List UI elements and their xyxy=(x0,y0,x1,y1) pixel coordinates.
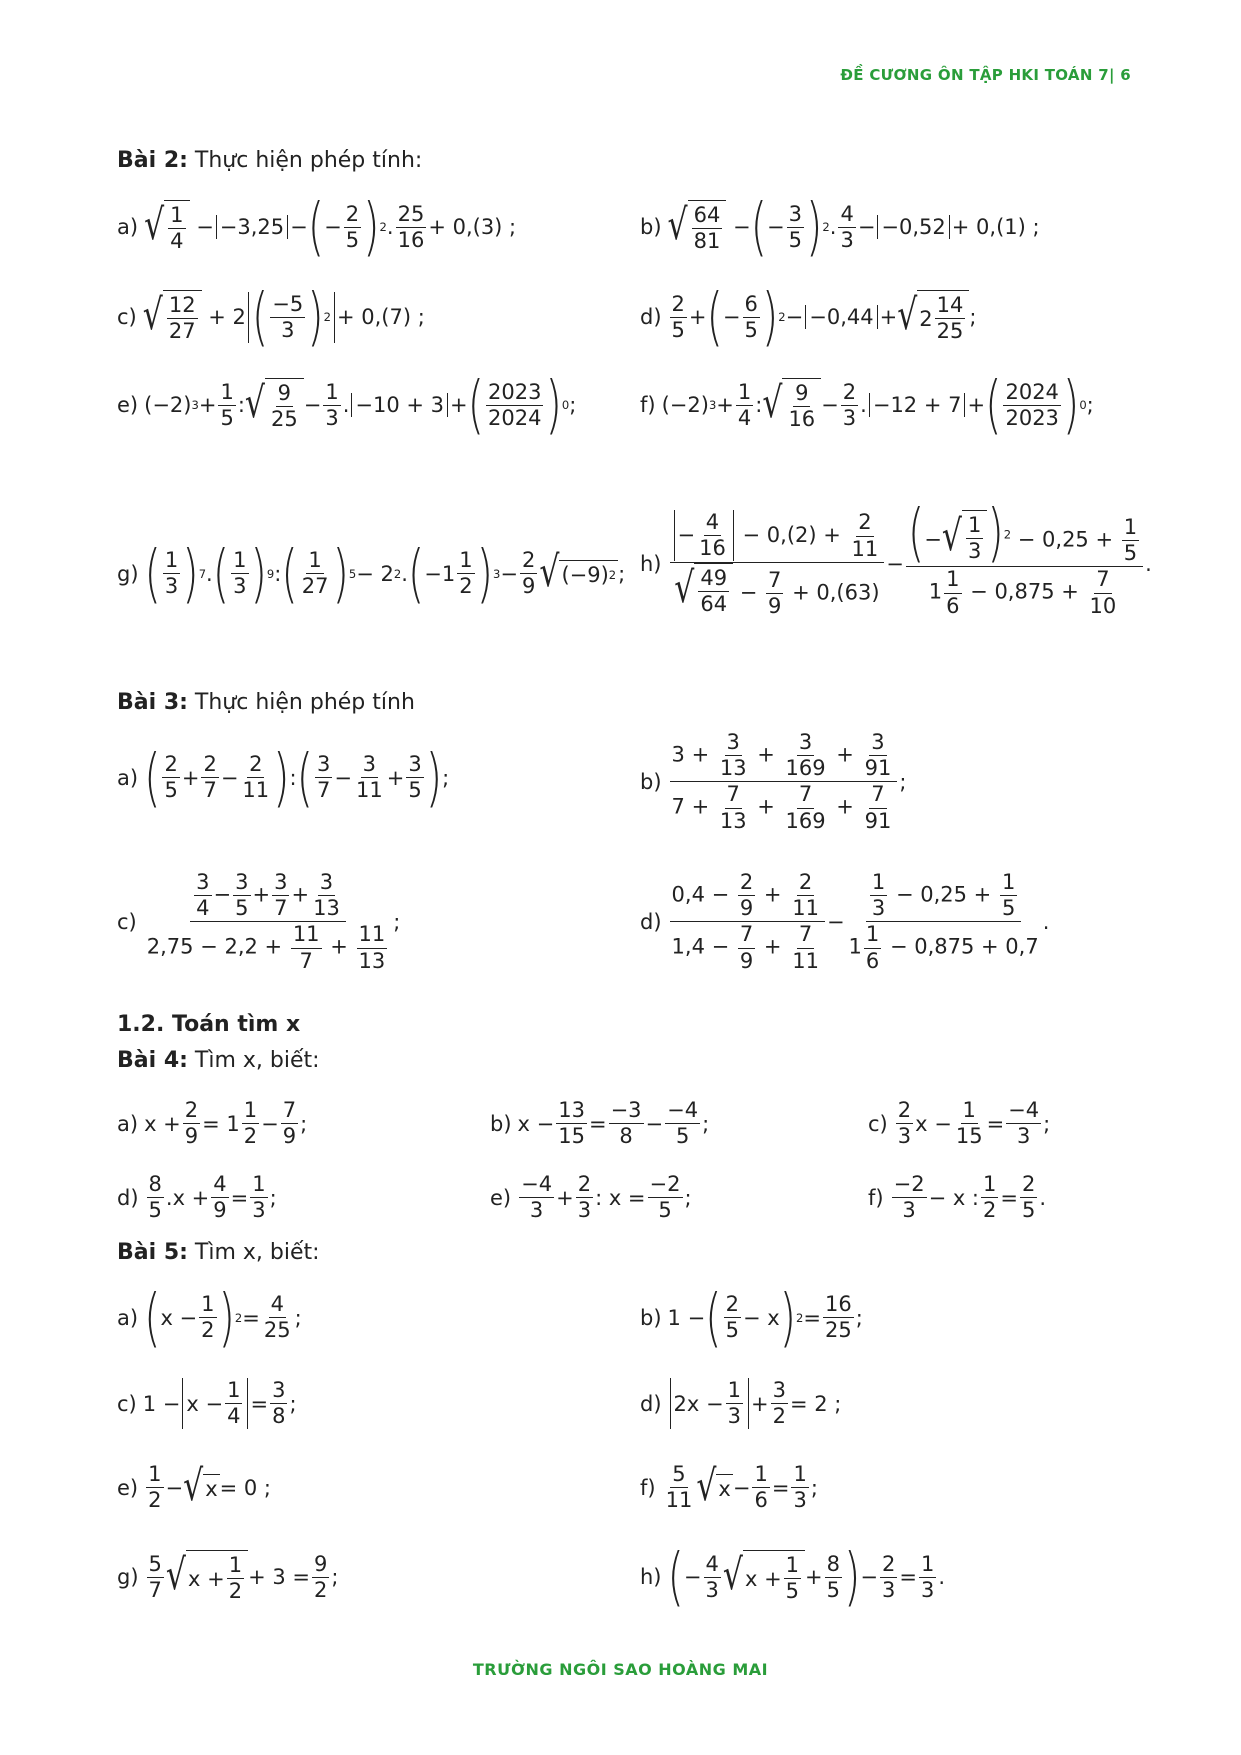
label-d: d) xyxy=(640,909,662,934)
label-b: b) xyxy=(640,769,662,794)
bai2-e: e) (−2) 3 + 1 5 : √ 9 25 − 1 3 . −10 + 3 + ( 2023 2024 ) 0 ; xyxy=(117,367,577,442)
label-d: d) xyxy=(640,1391,662,1416)
bai4-d: d) 8 5 .x + 4 9 = 1 3 ; xyxy=(117,1172,277,1223)
bai2-title: Bài 2: xyxy=(117,148,188,173)
label-a: a) xyxy=(117,215,139,240)
bai3-c: c) $\frac{3}{4}$ − $\frac{3}{5}$ + $\frac{3}{7}$ + $\frac{3}{13}$ 2,75 − 2,2 + $\frac{11}{7}$ + $\frac{11}{13}$ ; xyxy=(117,870,401,973)
page-header: ĐỀ CƯƠNG ÔN TẬP HKI TOÁN 7| 6 xyxy=(840,66,1131,84)
label-c: c) xyxy=(117,305,137,330)
bai5-title: Bài 5: xyxy=(117,1240,188,1265)
label-h: h) xyxy=(640,552,662,577)
bai2-heading xyxy=(117,148,422,173)
label-b: b) xyxy=(640,215,662,240)
bai2-b: b) √ 64 81 − ( − 3 5 ) 2 . 4 3 − −0,52 + 0,(1) ; xyxy=(640,189,1040,264)
bai2-c: c) √ 12 27 + 2 ( −5 3 ) 2 + 0,(7) ; xyxy=(117,279,425,354)
label-c: c) xyxy=(117,1391,137,1416)
bai4-c: c) 2 3 x − 1 15 = −4 3 ; xyxy=(868,1098,1051,1149)
bai2-a: a) √ 1 4 − −3,25 − ( − 2 5 ) 2 . 25 16 + 0,(3) ; xyxy=(117,189,517,264)
bai4-b: b) x − 13 15 = −3 8 − −4 5 ; xyxy=(490,1098,710,1149)
bai4-f: f) −2 3 − x : 1 2 = 2 5 . xyxy=(868,1172,1047,1223)
label-c: c) xyxy=(117,909,137,934)
label-e: e) xyxy=(117,1475,139,1500)
bai4-a: a) x + 2 9 = 1 1 2 − 7 9 ; xyxy=(117,1098,308,1149)
bai2-f: f) (−2) 3 + 1 4 : √ 9 16 − 2 3 . −12 + 7 + ( 2024 2023 ) 0 ; xyxy=(640,367,1094,442)
bai5-subtitle: Tìm x, biết: xyxy=(194,1240,320,1265)
bai5-f: f) 5 11 √ x − 1 6 = 1 3 ; xyxy=(640,1462,818,1513)
bai5-a: a) ( x − 1 2 ) 2 = 4 25 ; xyxy=(117,1280,302,1354)
label-d: d) xyxy=(117,1185,139,1210)
label-g: g) xyxy=(117,561,139,586)
label-f: f) xyxy=(640,1475,656,1500)
bai3-title: Bài 3: xyxy=(117,690,188,715)
bai4-e: e) −4 3 + 2 3 : x = −2 5 ; xyxy=(490,1172,692,1223)
label-e: e) xyxy=(490,1185,512,1210)
bai4-subtitle: Tìm x, biết: xyxy=(194,1048,320,1073)
label-d: d) xyxy=(640,305,662,330)
label-h: h) xyxy=(640,1565,662,1590)
label-e: e) xyxy=(117,393,139,418)
section-1-2-title: 1.2. Toán tìm x xyxy=(117,1012,301,1037)
bai2-subtitle: Thực hiện phép tính: xyxy=(194,148,423,173)
bai5-c: c) 1 − x − 1 4 = 3 8 ; xyxy=(117,1378,297,1429)
label-c: c) xyxy=(868,1111,888,1136)
label-f: f) xyxy=(640,393,656,418)
bai2-d: d) 2 5 + ( − 6 5 ) 2 − −0,44 + √ 2 14 25 ; xyxy=(640,279,977,354)
label-b: b) xyxy=(640,1305,662,1330)
bai5-b: b) 1 − ( 2 5 − x ) 2 = 16 25 ; xyxy=(640,1280,863,1354)
bai4-title: Bài 4: xyxy=(117,1048,188,1073)
bai5-g: g) 5 7 √ x + 1 2 + 3 = 9 2 ; xyxy=(117,1551,339,1604)
bai5-heading xyxy=(117,1240,320,1265)
bai3-heading xyxy=(117,690,415,715)
page-footer: TRƯỜNG NGÔI SAO HOÀNG MAI xyxy=(472,1660,769,1679)
bai3-b: b) 3 + $\frac{3}{13}$ + $\frac{3}{169}$ + $\frac{3}{91}$ 7 + $\frac{7}{13}$ + $\frac{7}{169}$ + $\frac{7}{91}$ ; xyxy=(640,730,907,833)
label-a: a) xyxy=(117,1111,139,1136)
bai3-d: d) 0,4 − $\frac{2}{9}$ + $\frac{2}{11}$ 1,4 − $\frac{7}{9}$ + $\frac{7}{11}$ − $\frac{1}{3}$ − 0,25 + $\frac{1}{5}$ 1 $\frac{1}{6}$ − 0,875 + 0,7 . xyxy=(640,870,1050,973)
bai3-a: a) ( 2 5 + 2 7 − 2 11 ) : ( 3 7 − 3 11 + 3 5 ) ; xyxy=(117,740,450,814)
label-f: f) xyxy=(868,1185,884,1210)
label-a: a) xyxy=(117,1305,139,1330)
bai4-heading xyxy=(117,1048,320,1073)
bai5-e: e) 1 2 − √ x = 0 ; xyxy=(117,1462,272,1513)
bai5-d: d) 2x − 1 3 + 3 2 = 2 ; xyxy=(640,1378,842,1429)
label-b: b) xyxy=(490,1111,512,1136)
bai2-g: g) ( 1 3 ) 7 . ( 1 3 ) 9 : ( 1 27 ) 5 − 2 2 . ( −1 1 2 ) 3 − 2 9 √ (−9) 2 ; xyxy=(117,536,626,610)
bai3-subtitle: Thực hiện phép tính xyxy=(194,690,415,715)
bai2-h: h) − 4 16 − 0,(2) + $\frac{2}{11}$ √ 49 64 − $\frac{7}{9}$ + 0,(63) − (− √ 1 3 )$^2$ − 0,25 + $\frac{1}{5}$ 1 $\frac{1}{6}$ − 0,875 + $\frac{7}{10}$ . xyxy=(640,495,1152,618)
label-a: a) xyxy=(117,765,139,790)
bai5-h: h) ( − 4 3 √ x + 1 5 + 8 5 ) − 2 3 = 1 3 . xyxy=(640,1539,946,1614)
label-g: g) xyxy=(117,1565,139,1590)
